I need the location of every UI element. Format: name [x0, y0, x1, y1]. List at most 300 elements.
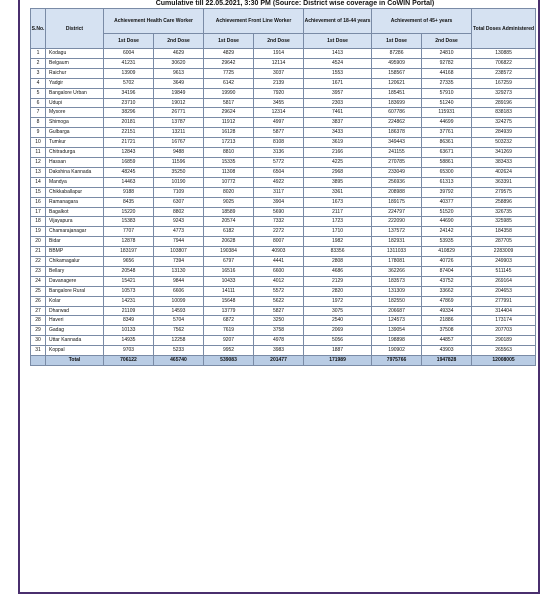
cell-age45-dose1: 186378 — [372, 128, 422, 138]
cell-total-doses: 130885 — [472, 49, 536, 59]
cell-age45-dose2: 57910 — [422, 88, 472, 98]
cell-flw-dose1: 6142 — [204, 78, 254, 88]
cell-age45-dose2: 58861 — [422, 157, 472, 167]
cell-age45-dose2: 39792 — [422, 187, 472, 197]
cell-age45-dose1: 182550 — [372, 296, 422, 306]
cell-age45-dose2: 24810 — [422, 49, 472, 59]
cell-age18-dose1: 3957 — [304, 88, 372, 98]
cell-age45-dose1: 224797 — [372, 207, 422, 217]
cell-hcw-dose2: 6606 — [154, 286, 204, 296]
cell-hcw-dose1: 38296 — [104, 108, 154, 118]
cell-age18-dose1: 1413 — [304, 49, 372, 59]
cell-total-doses: 341269 — [472, 148, 536, 158]
cell-district: Uttar Kannada — [46, 336, 104, 346]
cell-hcw-dose2: 13211 — [154, 128, 204, 138]
header-sno: S.No. — [31, 9, 46, 49]
total-flw-dose1: 539083 — [204, 356, 254, 366]
table-row — [31, 247, 536, 257]
cell-flw-dose1: 16128 — [204, 128, 254, 138]
cell-total-doses: 269164 — [472, 276, 536, 286]
cell-age18-dose1: 1673 — [304, 197, 372, 207]
cell-age45-dose2: 43752 — [422, 276, 472, 286]
header-hcw-dose1: 1st Dose — [104, 34, 154, 49]
cell-sno: 28 — [31, 316, 46, 326]
table-row — [31, 306, 536, 316]
cell-total-doses: 329273 — [472, 88, 536, 98]
cell-flw-dose2: 3758 — [254, 326, 304, 336]
cell-hcw-dose1: 183197 — [104, 247, 154, 257]
cell-sno: 6 — [31, 98, 46, 108]
cell-age18-dose1: 1723 — [304, 217, 372, 227]
cell-total-doses: 238572 — [472, 68, 536, 78]
table-row — [31, 177, 536, 187]
cell-age18-dose1: 1553 — [304, 68, 372, 78]
cell-flw-dose2: 7920 — [254, 88, 304, 98]
cell-total-doses: 167259 — [472, 78, 536, 88]
cell-age18-dose1: 7461 — [304, 108, 372, 118]
cell-total-doses: 287705 — [472, 237, 536, 247]
cell-hcw-dose2: 30620 — [154, 58, 204, 68]
table-row — [31, 276, 536, 286]
total-age45-dose2: 1947828 — [422, 356, 472, 366]
cell-age18-dose1: 4225 — [304, 157, 372, 167]
cell-flw-dose2: 3037 — [254, 68, 304, 78]
cell-sno: 5 — [31, 88, 46, 98]
cell-hcw-dose2: 7109 — [154, 187, 204, 197]
cell-total-doses: 249903 — [472, 257, 536, 267]
cell-age18-dose1: 1982 — [304, 237, 372, 247]
cell-flw-dose2: 3904 — [254, 197, 304, 207]
cell-age45-dose1: 137572 — [372, 227, 422, 237]
cell-age18-dose1: 1710 — [304, 227, 372, 237]
cell-total-doses: 314404 — [472, 306, 536, 316]
cell-hcw-dose2: 10099 — [154, 296, 204, 306]
cell-age45-dose1: 189175 — [372, 197, 422, 207]
total-district: Total — [46, 356, 104, 366]
cell-sno: 16 — [31, 197, 46, 207]
table-row — [31, 326, 536, 336]
cell-age45-dose1: 198898 — [372, 336, 422, 346]
cell-flw-dose2: 4978 — [254, 336, 304, 346]
cell-hcw-dose1: 8435 — [104, 197, 154, 207]
cell-flw-dose2: 5622 — [254, 296, 304, 306]
cell-age45-dose2: 47869 — [422, 296, 472, 306]
cell-total-doses: 289196 — [472, 98, 536, 108]
cell-flw-dose2: 1914 — [254, 49, 304, 59]
cell-total-doses: 173174 — [472, 316, 536, 326]
cell-age45-dose2: 65300 — [422, 167, 472, 177]
cell-age45-dose1: 139054 — [372, 326, 422, 336]
cell-sno: 22 — [31, 257, 46, 267]
cell-sno: 2 — [31, 58, 46, 68]
table-row — [31, 296, 536, 306]
cell-flw-dose1: 9025 — [204, 197, 254, 207]
cell-flw-dose2: 8007 — [254, 237, 304, 247]
cell-sno: 15 — [31, 187, 46, 197]
header-district: District — [46, 9, 104, 49]
total-flw-dose2: 201477 — [254, 356, 304, 366]
cell-hcw-dose2: 7562 — [154, 326, 204, 336]
cell-age45-dose1: 495909 — [372, 58, 422, 68]
cell-flw-dose1: 6872 — [204, 316, 254, 326]
cell-age45-dose1: 124573 — [372, 316, 422, 326]
cell-age18-dose1: 2069 — [304, 326, 372, 336]
cell-sno: 23 — [31, 266, 46, 276]
total-total-doses: 12008005 — [472, 356, 536, 366]
cell-age45-dose2: 44699 — [422, 118, 472, 128]
cell-total-doses: 503232 — [472, 138, 536, 148]
header-45-plus-years: Achievement of 45+ years — [372, 9, 472, 34]
cell-hcw-dose1: 13909 — [104, 68, 154, 78]
cell-sno: 12 — [31, 157, 46, 167]
cell-total-doses: 326735 — [472, 207, 536, 217]
cell-flw-dose1: 4829 — [204, 49, 254, 59]
cell-flw-dose2: 7332 — [254, 217, 304, 227]
cell-district: Bangalore Rural — [46, 286, 104, 296]
cell-hcw-dose2: 12258 — [154, 336, 204, 346]
cell-age45-dose2: 37508 — [422, 326, 472, 336]
cell-flw-dose2: 5877 — [254, 128, 304, 138]
cell-sno: 30 — [31, 336, 46, 346]
cell-age45-dose1: 183573 — [372, 276, 422, 286]
cell-district: Belgaum — [46, 58, 104, 68]
cell-hcw-dose1: 6004 — [104, 49, 154, 59]
cell-sno: 9 — [31, 128, 46, 138]
header-hcw-dose2: 2nd Dose — [154, 34, 204, 49]
cell-flw-dose2: 4441 — [254, 257, 304, 267]
cell-flw-dose2: 4012 — [254, 276, 304, 286]
table-row — [31, 217, 536, 227]
cell-age45-dose1: 131309 — [372, 286, 422, 296]
cell-age18-dose1: 4524 — [304, 58, 372, 68]
cell-hcw-dose1: 12878 — [104, 237, 154, 247]
cell-hcw-dose1: 10133 — [104, 326, 154, 336]
cell-district: Bellary — [46, 266, 104, 276]
cell-age45-dose2: 43903 — [422, 346, 472, 356]
table-row — [31, 227, 536, 237]
cell-age45-dose1: 208988 — [372, 187, 422, 197]
cell-district: Chamarajanagar — [46, 227, 104, 237]
table-row — [31, 49, 536, 59]
cell-age18-dose1: 3619 — [304, 138, 372, 148]
cell-district: Dakshina Kannada — [46, 167, 104, 177]
cell-flw-dose2: 12314 — [254, 108, 304, 118]
cell-hcw-dose2: 9613 — [154, 68, 204, 78]
cell-hcw-dose1: 22151 — [104, 128, 154, 138]
cell-total-doses: 284939 — [472, 128, 536, 138]
vaccination-table — [30, 8, 536, 366]
cell-flw-dose1: 17213 — [204, 138, 254, 148]
cell-hcw-dose2: 11596 — [154, 157, 204, 167]
cell-age45-dose2: 40726 — [422, 257, 472, 267]
cell-total-doses: 2283009 — [472, 247, 536, 257]
cell-flw-dose1: 9952 — [204, 346, 254, 356]
total-sno — [31, 356, 46, 366]
header-45-dose1: 1st Dose — [372, 34, 422, 49]
cell-sno: 4 — [31, 78, 46, 88]
cell-sno: 11 — [31, 148, 46, 158]
table-row — [31, 88, 536, 98]
cell-flw-dose1: 10433 — [204, 276, 254, 286]
cell-hcw-dose2: 3649 — [154, 78, 204, 88]
cell-flw-dose1: 11308 — [204, 167, 254, 177]
cell-district: Koppal — [46, 346, 104, 356]
cell-flw-dose1: 29624 — [204, 108, 254, 118]
cell-hcw-dose2: 9844 — [154, 276, 204, 286]
table-row — [31, 118, 536, 128]
cell-age18-dose1: 4686 — [304, 266, 372, 276]
cell-age45-dose1: 1311033 — [372, 247, 422, 257]
cell-age45-dose2: 51520 — [422, 207, 472, 217]
cell-district: Vijayapura — [46, 217, 104, 227]
total-age45-dose1: 7975766 — [372, 356, 422, 366]
cell-sno: 14 — [31, 177, 46, 187]
cell-flw-dose1: 16516 — [204, 266, 254, 276]
cell-sno: 21 — [31, 247, 46, 257]
cell-sno: 18 — [31, 217, 46, 227]
cell-district: Chitradurga — [46, 148, 104, 158]
cell-hcw-dose1: 21721 — [104, 138, 154, 148]
cell-hcw-dose2: 19012 — [154, 98, 204, 108]
header-18-44-dose1: 1st Dose — [304, 34, 372, 49]
cell-district: Mandya — [46, 177, 104, 187]
table-row — [31, 78, 536, 88]
cell-age45-dose2: 21886 — [422, 316, 472, 326]
cell-hcw-dose2: 8802 — [154, 207, 204, 217]
table-row — [31, 257, 536, 267]
cell-age45-dose1: 178081 — [372, 257, 422, 267]
table-row — [31, 197, 536, 207]
cell-age45-dose2: 86361 — [422, 138, 472, 148]
cell-district: Haveri — [46, 316, 104, 326]
cell-sno: 27 — [31, 306, 46, 316]
cell-district: Bagalkot — [46, 207, 104, 217]
cell-age18-dose1: 83356 — [304, 247, 372, 257]
cell-flw-dose2: 8108 — [254, 138, 304, 148]
cell-total-doses: 290189 — [472, 336, 536, 346]
cell-flw-dose1: 190384 — [204, 247, 254, 257]
cell-hcw-dose2: 5704 — [154, 316, 204, 326]
cell-age45-dose2: 44857 — [422, 336, 472, 346]
table-row — [31, 207, 536, 217]
cell-hcw-dose2: 9488 — [154, 148, 204, 158]
table-row — [31, 157, 536, 167]
cell-age45-dose2: 44168 — [422, 68, 472, 78]
cell-age45-dose1: 182931 — [372, 237, 422, 247]
table-row — [31, 58, 536, 68]
cell-flw-dose1: 13779 — [204, 306, 254, 316]
cell-district: Kodagu — [46, 49, 104, 59]
cell-total-doses: 325985 — [472, 217, 536, 227]
total-row — [31, 356, 536, 366]
cell-district: BBMP — [46, 247, 104, 257]
header-flw-dose2: 2nd Dose — [254, 34, 304, 49]
cell-total-doses: 383433 — [472, 157, 536, 167]
cell-hcw-dose2: 26771 — [154, 108, 204, 118]
cell-age18-dose1: 2303 — [304, 98, 372, 108]
cell-flw-dose1: 20574 — [204, 217, 254, 227]
header-18-44-years: Achievement of 18-44 years — [304, 9, 372, 34]
cell-hcw-dose2: 35250 — [154, 167, 204, 177]
cell-hcw-dose2: 10190 — [154, 177, 204, 187]
cell-hcw-dose2: 9243 — [154, 217, 204, 227]
header-total-doses: Total Doses Administered — [472, 9, 536, 49]
cell-age18-dose1: 2820 — [304, 286, 372, 296]
cell-hcw-dose2: 4629 — [154, 49, 204, 59]
cell-sno: 3 — [31, 68, 46, 78]
table-row — [31, 128, 536, 138]
table-row — [31, 316, 536, 326]
cell-age45-dose2: 44690 — [422, 217, 472, 227]
cell-sno: 19 — [31, 227, 46, 237]
cell-age45-dose1: 206687 — [372, 306, 422, 316]
total-hcw-dose2: 465740 — [154, 356, 204, 366]
cell-age45-dose1: 222090 — [372, 217, 422, 227]
cell-flw-dose2: 5772 — [254, 157, 304, 167]
cell-flw-dose1: 10772 — [204, 177, 254, 187]
header-front-line-worker: Achievement Front Line Worker — [204, 9, 304, 34]
cell-hcw-dose2: 4773 — [154, 227, 204, 237]
cell-district: Kolar — [46, 296, 104, 306]
cell-age18-dose1: 2808 — [304, 257, 372, 267]
header-flw-dose1: 1st Dose — [204, 34, 254, 49]
cell-age45-dose2: 37761 — [422, 128, 472, 138]
cell-hcw-dose1: 16859 — [104, 157, 154, 167]
cell-district: Bidar — [46, 237, 104, 247]
cell-total-doses: 204653 — [472, 286, 536, 296]
cell-flw-dose1: 15335 — [204, 157, 254, 167]
cell-flw-dose2: 3983 — [254, 346, 304, 356]
cell-total-doses: 184358 — [472, 227, 536, 237]
cell-sno: 13 — [31, 167, 46, 177]
table-row — [31, 187, 536, 197]
cell-flw-dose2: 3250 — [254, 316, 304, 326]
cell-hcw-dose1: 48245 — [104, 167, 154, 177]
cell-sno: 24 — [31, 276, 46, 286]
cell-flw-dose2: 3136 — [254, 148, 304, 158]
table-row — [31, 148, 536, 158]
cell-age45-dose2: 51240 — [422, 98, 472, 108]
cell-flw-dose2: 40903 — [254, 247, 304, 257]
cell-flw-dose1: 20628 — [204, 237, 254, 247]
cell-district: Raichur — [46, 68, 104, 78]
cell-age45-dose1: 183699 — [372, 98, 422, 108]
cell-age18-dose1: 1972 — [304, 296, 372, 306]
cell-flw-dose1: 5817 — [204, 98, 254, 108]
cell-district: Dharwad — [46, 306, 104, 316]
cell-flw-dose2: 5572 — [254, 286, 304, 296]
cell-flw-dose2: 2139 — [254, 78, 304, 88]
cell-total-doses: 838183 — [472, 108, 536, 118]
cell-age45-dose2: 49334 — [422, 306, 472, 316]
cell-age45-dose2: 63671 — [422, 148, 472, 158]
cell-hcw-dose1: 20181 — [104, 118, 154, 128]
cell-hcw-dose2: 14593 — [154, 306, 204, 316]
cell-hcw-dose1: 9703 — [104, 346, 154, 356]
cell-district: Yadgir — [46, 78, 104, 88]
cell-flw-dose2: 12114 — [254, 58, 304, 68]
table-row — [31, 68, 536, 78]
table-row — [31, 346, 536, 356]
cell-hcw-dose1: 9188 — [104, 187, 154, 197]
cell-hcw-dose1: 14231 — [104, 296, 154, 306]
cell-total-doses: 363391 — [472, 177, 536, 187]
table-body — [31, 49, 536, 366]
cell-total-doses: 511145 — [472, 266, 536, 276]
cell-district: Chikkaballapur — [46, 187, 104, 197]
cell-sno: 1 — [31, 49, 46, 59]
table-row — [31, 237, 536, 247]
cell-age18-dose1: 2166 — [304, 148, 372, 158]
cell-total-doses: 265563 — [472, 346, 536, 356]
cell-sno: 26 — [31, 296, 46, 306]
cell-hcw-dose2: 19849 — [154, 88, 204, 98]
cell-hcw-dose1: 9656 — [104, 257, 154, 267]
table-row — [31, 286, 536, 296]
cell-age45-dose1: 185451 — [372, 88, 422, 98]
cell-total-doses: 402624 — [472, 167, 536, 177]
cell-sno: 29 — [31, 326, 46, 336]
cell-age45-dose1: 224862 — [372, 118, 422, 128]
cell-hcw-dose1: 14463 — [104, 177, 154, 187]
cell-hcw-dose1: 34196 — [104, 88, 154, 98]
cell-district: Gulbarga — [46, 128, 104, 138]
cell-flw-dose2: 5690 — [254, 207, 304, 217]
cell-flw-dose1: 6182 — [204, 227, 254, 237]
cell-age45-dose1: 87286 — [372, 49, 422, 59]
cell-flw-dose1: 19990 — [204, 88, 254, 98]
cell-total-doses: 279575 — [472, 187, 536, 197]
cell-age45-dose1: 241155 — [372, 148, 422, 158]
cell-flw-dose1: 29642 — [204, 58, 254, 68]
cell-flw-dose1: 7619 — [204, 326, 254, 336]
table-row — [31, 98, 536, 108]
total-age18-dose1: 171989 — [304, 356, 372, 366]
cell-hcw-dose2: 7944 — [154, 237, 204, 247]
cell-flw-dose1: 7725 — [204, 68, 254, 78]
cell-total-doses: 324275 — [472, 118, 536, 128]
cell-age45-dose1: 190902 — [372, 346, 422, 356]
cell-flw-dose1: 9207 — [204, 336, 254, 346]
cell-age18-dose1: 1887 — [304, 346, 372, 356]
cell-district: Ramanagara — [46, 197, 104, 207]
cell-age18-dose1: 3433 — [304, 128, 372, 138]
cell-age45-dose1: 362266 — [372, 266, 422, 276]
cell-sno: 10 — [31, 138, 46, 148]
cell-age45-dose1: 270785 — [372, 157, 422, 167]
cell-sno: 7 — [31, 108, 46, 118]
cell-sno: 17 — [31, 207, 46, 217]
cell-hcw-dose1: 41231 — [104, 58, 154, 68]
cell-district: Chikamagalur — [46, 257, 104, 267]
cell-age45-dose2: 24142 — [422, 227, 472, 237]
cell-sno: 8 — [31, 118, 46, 128]
cell-hcw-dose1: 14935 — [104, 336, 154, 346]
cell-district: Davanagere — [46, 276, 104, 286]
cell-flw-dose1: 15648 — [204, 296, 254, 306]
header-health-care-worker: Achievement Health Care Worker — [104, 9, 204, 34]
cell-hcw-dose1: 21109 — [104, 306, 154, 316]
cell-age18-dose1: 3361 — [304, 187, 372, 197]
cell-hcw-dose2: 13130 — [154, 266, 204, 276]
cell-district: Gadag — [46, 326, 104, 336]
cell-age45-dose2: 87404 — [422, 266, 472, 276]
cell-age45-dose2: 40377 — [422, 197, 472, 207]
cell-total-doses: 207703 — [472, 326, 536, 336]
cell-district: Hassan — [46, 157, 104, 167]
cell-age18-dose1: 2129 — [304, 276, 372, 286]
cell-age18-dose1: 2540 — [304, 316, 372, 326]
